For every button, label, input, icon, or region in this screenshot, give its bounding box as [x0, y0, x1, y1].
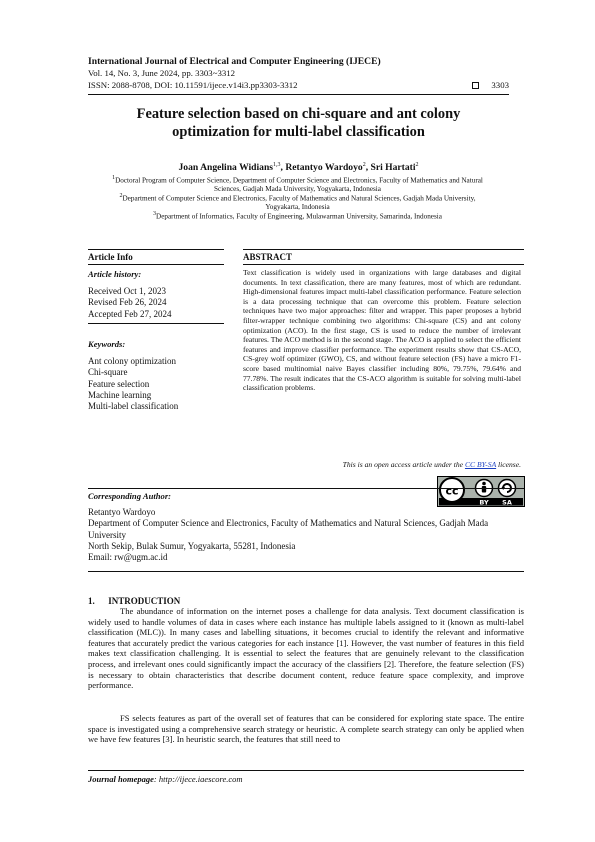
keyword-item: Multi-label classification [88, 401, 179, 412]
author-sup: 2 [415, 162, 419, 168]
article-info-rule [88, 264, 224, 265]
introduction-heading: 1. INTRODUCTION [88, 596, 181, 606]
affiliation-text: Department of Computer Science and Electronics, Faculty of Mathematics and Natural Sciences, Gadjah Mada University, [122, 194, 476, 203]
corresponding-details [88, 507, 524, 563]
author-name: Joan Angelina Widians [178, 162, 274, 174]
by-text: BY [479, 498, 489, 507]
author-name: Retantyo Wardoyo [285, 162, 363, 174]
homepage-url[interactable]: : http://ijece.iaescore.com [153, 774, 243, 784]
history-item: Accepted Feb 27, 2024 [88, 308, 172, 319]
author-name: Sri Hartati [370, 162, 416, 174]
journal-homepage [88, 774, 243, 784]
square-icon [472, 82, 479, 89]
affiliation-text: Department of Informatics, Faculty of Engineering, Mulawarman University, Samarinda, Indonesia [156, 212, 442, 221]
oa-prefix: This is an open access article under the [342, 460, 465, 469]
history-item: Revised Feb 26, 2024 [88, 297, 167, 308]
corresponding-dept: Department of Computer Science and Electronics, Faculty of Mathematics and Natural Sciences, Gadjah Mada University [88, 518, 489, 540]
keyword-item: Machine learning [88, 389, 152, 400]
page-number-block [472, 80, 509, 90]
abstract-heading: ABSTRACT [243, 252, 293, 262]
title-line-1: Feature selection based on chi-square and ant colony [136, 106, 461, 122]
abstract-text: Text classification is widely used in organizations with large databases and digital documents. In text classification, there are many features, most of which are redundant. High-dimensional features impact multi-label classification performance. Feature selection is a data processing technique that can overcome this problem. Feature selection techniques have two major approaches: filter and wrapper. This paper proposes a hybrid filter-wrapper technique combining two algorithms: Chi-square (CS) and ant colony optimization (ACO). In the first stage, CS is used to reduce the number of irrelevant features. The ACO method is in the second stage. The ACO is applied to select the efficient features and improve classifier performance. The experiment results show that CS-ACO, CS-grey wolf optimizer (GWO), CS, and without feature selection (FS) have a micro F1-score based multinomial naive Bayes classifier including 80%, 79.75%, 79.64% and 77.78%. The result indicates that the CS-ACO algorithm is suitable for solving multi-label classification problems. [243, 268, 521, 393]
keyword-item: Ant colony optimization [88, 356, 176, 366]
cc-text: cc [445, 484, 459, 498]
corresponding-address: North Sekip, Bulak Sumur, Yogyakarta, 55281, Indonesia [88, 540, 296, 551]
issn-doi: ISSN: 2088-8708, DOI: 10.11591/ijece.v14i3.pp3303-3312 [88, 80, 298, 90]
cc-badge-icon [437, 476, 525, 507]
history-heading: Article history: [88, 269, 142, 279]
keyword-item: Chi-square [88, 367, 128, 378]
history-list [88, 286, 171, 320]
paper-title [88, 105, 509, 141]
abstract-top-rule [243, 249, 524, 250]
corresponding-email[interactable]: Email: rw@ugm.ac.id [88, 552, 168, 563]
corresponding-bottom-rule [88, 571, 524, 572]
cc-by-sa-link[interactable]: CC BY-SA [464, 460, 497, 469]
author-sup: 1,3 [273, 162, 281, 168]
affiliation-sup: 3 [153, 211, 157, 217]
keywords-heading: Keywords: [88, 339, 126, 349]
journal-name: International Journal of Electrical and Computer Engineering (IJECE) [88, 56, 381, 67]
affiliation-sup: 2 [119, 193, 123, 199]
affiliation-3 [100, 210, 495, 221]
corresponding-heading: Corresponding Author: [88, 491, 172, 501]
oa-suffix: license. [496, 460, 521, 469]
homepage-label: Journal homepage [88, 774, 154, 784]
history-item: Received Oct 1, 2023 [88, 286, 166, 296]
affiliation-text: Doctoral Program of Computer Science, Department of Computer Science and Electronics, Faculty of Mathematics and Natural [115, 176, 483, 185]
corresponding-top-rule [88, 488, 524, 489]
page-number: 3303 [491, 80, 509, 90]
history-rule [88, 323, 224, 324]
intro-paragraph-1: The abundance of information on the internet poses a challenge for data analysis. Text document classification is widely used to handle volumes of data in cases where each instance has multiple labels assigned to it (known as multi-label classification (MLC)). In many cases and labelling situations, it becomes crucial to identify the relevant and informative features that accurately predict the various categories for each instance [1]. However, the vast number of features in this field makes text classification challenging. It is essential to select the features that are genuinely relevant to the classification process, and irrelevant ones could significantly impact the accuracy of the classifiers [2]. Therefore, the feature selection (FS) is necessary to obtain characteristics that describe document content, reduce feature space complexity, and improve performance. [88, 606, 524, 691]
affiliation-sup: 1 [112, 175, 116, 181]
title-line-2: optimization for multi-label classification [172, 124, 425, 140]
footer-rule [88, 770, 524, 771]
corresponding-name: Retantyo Wardoyo [88, 507, 156, 517]
open-access-note [243, 460, 521, 469]
sa-text: SA [502, 498, 512, 507]
author-list [88, 162, 509, 173]
abstract-rule [243, 264, 524, 265]
author-separator: , [365, 162, 371, 174]
header-divider [88, 94, 509, 95]
keyword-item: Feature selection [88, 378, 150, 389]
affiliation-text: Sciences, Gadjah Mada University, Yogyakarta, Indonesia [214, 185, 381, 194]
intro-paragraph-2: FS selects features as part of the overall set of features that can be considered for exploring state space. The entire space is investigated using a comprehensive search strategy or heuristic. A complete search strategy can only be applied when we have few features [3]. In heuristic search, the features that still need to [88, 713, 524, 745]
affiliation-text: Yogyakarta, Indonesia [265, 203, 330, 212]
volume-info: Vol. 14, No. 3, June 2024, pp. 3303~3312 [88, 68, 236, 78]
author-sup: 2 [362, 162, 366, 168]
article-info-heading: Article Info [88, 252, 133, 262]
author-separator: , [280, 162, 286, 174]
article-info-top-rule [88, 249, 224, 250]
keywords-list [88, 356, 178, 412]
